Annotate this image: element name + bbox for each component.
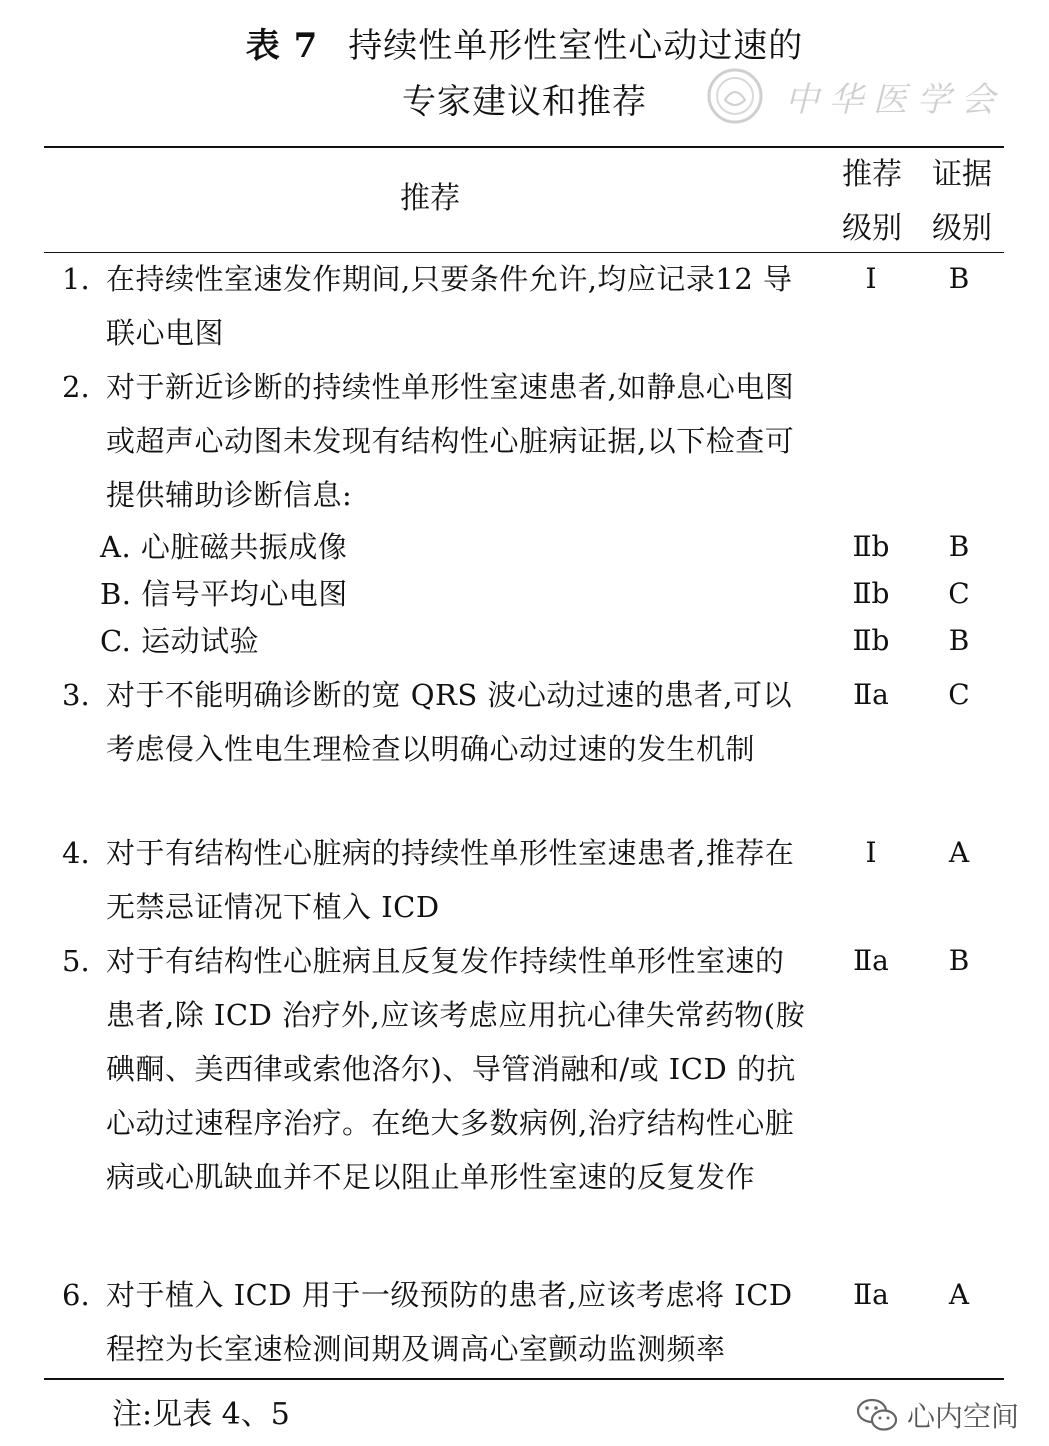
evidence-level: C [948,577,970,610]
row-number: 1. [62,262,90,296]
table-row [62,934,1002,1204]
evidence-level: B [948,530,970,563]
seal-icon [705,66,765,126]
header-recommendation: 推荐 [400,181,460,216]
table-row [62,1268,1002,1376]
table-note: 注:见表 4、5 [112,1397,290,1432]
watermark-text: 中华医学会 [785,79,1005,120]
recommendation-cell [62,668,807,776]
recommendation-level: Ⅱa [853,1278,889,1311]
sub-item-group [62,524,1002,664]
header-level-top: 推荐 [842,157,902,192]
recommendation-text: 对于有结构性心脏病且反复发作持续性单形性室速的患者,除 ICD 治疗外,应该考虑应用抗心律失常药物(胺碘酮、美西律或索他洛尔)、导管消融和/或 ICD 的抗心动过速程序治疗。在绝大多数病例,治疗结构性心脏病或心肌缺血并不足以阻止单形性室速的反复发作 [106,944,806,1194]
evidence-level: A [948,1278,970,1311]
table-row [62,252,1002,360]
recommendation-level: Ⅱb [852,624,890,657]
row-number: 4. [62,836,90,870]
recommendation-level: Ⅱa [853,678,889,711]
evidence-level: A [948,836,970,869]
recommendation-cell [62,1268,807,1376]
table-row [62,668,1002,776]
brand-text: 心内空间 [907,1400,1020,1433]
recommendation-text: 对于新近诊断的持续性单形性室速患者,如静息心电图或超声心动图未发现有结构性心脏病证据,以下检查可提供辅助诊断信息: [106,370,795,512]
evidence-level: B [948,262,970,295]
header-level-bottom: 级别 [842,211,902,246]
recommendation-level: Ⅰ [865,836,877,869]
recommendation-cell [62,360,807,522]
header-evidence-top: 证据 [932,157,992,192]
title-line-2: 专家建议和推荐 [402,82,647,122]
row-number: 2. [62,370,90,404]
watermark [705,66,1005,126]
table-row [62,360,1002,522]
recommendation-text: 对于不能明确诊断的宽 QRS 波心动过速的患者,可以考虑侵入性电生理检查以明确心动过速的发生机制 [106,678,793,766]
recommendation-level: Ⅰ [865,262,877,295]
title-text-1: 持续性单形性室性心动过速的 [348,26,804,66]
recommendation-text: 对于植入 ICD 用于一级预防的患者,应该考虑将 ICD程控为长室速检测间期及调高心室颤动监测频率 [106,1278,793,1366]
recommendation-level: Ⅱb [852,530,890,563]
brand-badge [855,1395,1019,1435]
table-label: 表 7 [245,26,319,66]
recommendation-cell [62,934,807,1204]
recommendation-cell [62,826,807,934]
row-number: 5. [62,944,90,978]
evidence-level: B [948,624,970,657]
recommendation-cell [62,252,807,360]
recommendation-level: Ⅱb [852,577,890,610]
row-number: 3. [62,678,90,712]
sub-item-text: A. 心脏磁共振成像 [100,530,348,564]
table-bottom-rule [44,1378,1004,1380]
row-number: 6. [62,1278,90,1312]
evidence-level: B [948,944,970,977]
sub-item-text: B. 信号平均心电图 [100,577,348,611]
evidence-level: C [948,678,970,711]
wechat-icon [855,1395,899,1435]
recommendation-text: 在持续性室速发作期间,只要条件允许,均应记录12 导联心电图 [106,262,793,350]
table-row [62,826,1002,934]
recommendation-text: 对于有结构性心脏病的持续性单形性室速患者,推荐在无禁忌证情况下植入 ICD [106,836,795,924]
header-evidence-bottom: 级别 [932,211,992,246]
sub-item-text: C. 运动试验 [100,624,260,658]
recommendation-level: Ⅱa [853,944,889,977]
